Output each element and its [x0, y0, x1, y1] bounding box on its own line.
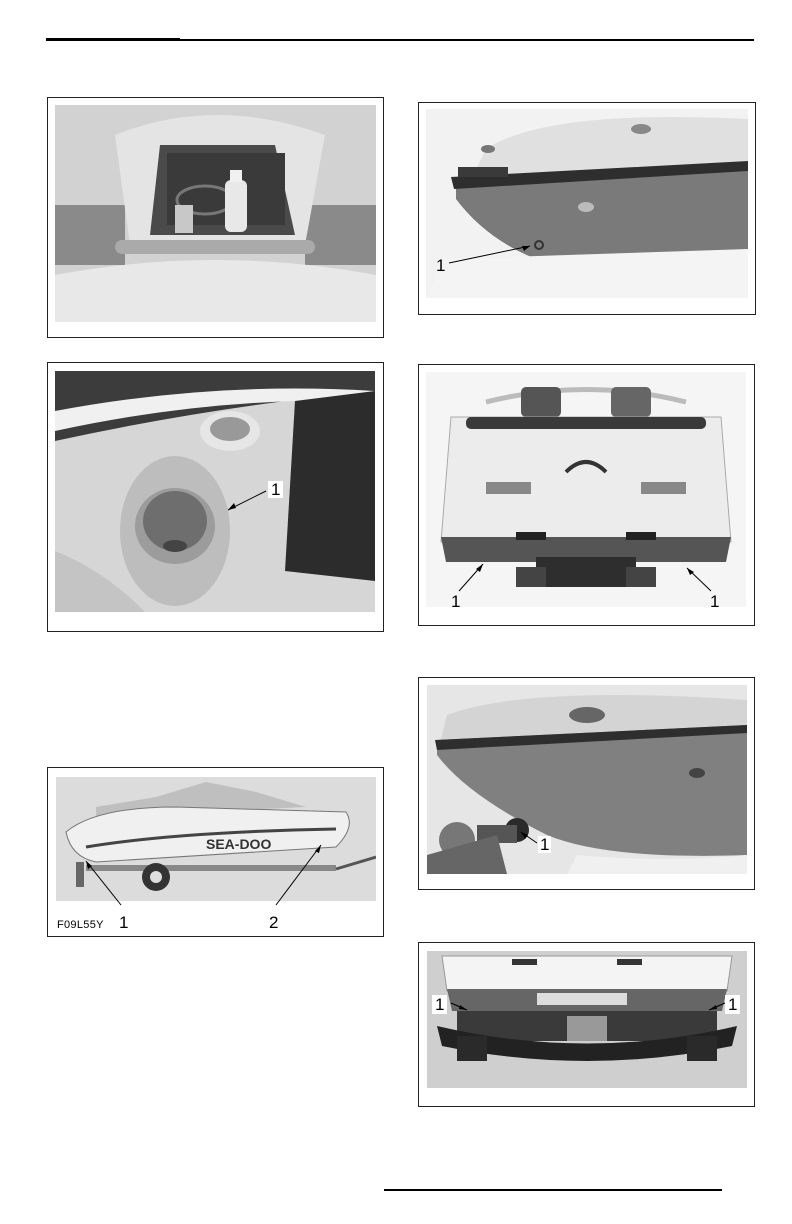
footer-rule — [384, 1189, 722, 1191]
stern-tie-downs-figure — [418, 942, 755, 1107]
bow-winch-figure — [418, 677, 755, 890]
callout-number: 1 — [119, 913, 129, 932]
cup-holder-figure — [47, 362, 384, 632]
stern-eyes-figure — [418, 364, 755, 626]
callout-number: 1 — [268, 481, 283, 498]
figure-code: F09L55Y — [57, 919, 104, 931]
header-rule-thin — [180, 39, 754, 41]
bow-eye-figure — [418, 102, 756, 315]
svg-text:SEA-DOO: SEA-DOO — [206, 836, 272, 852]
stern-tie-downs-photo — [427, 951, 747, 1088]
header-rule-thick — [46, 38, 180, 41]
callout-number: 1 — [710, 592, 720, 611]
stern-eyes-photo — [426, 372, 746, 607]
trailer-figure — [47, 767, 384, 937]
callout-number: 1 — [451, 592, 461, 611]
glove-box-figure — [47, 97, 384, 338]
cup-holder-photo — [55, 371, 375, 612]
bow-winch-photo — [427, 685, 747, 874]
callout-number: 1 — [725, 995, 740, 1014]
callout-number: 1 — [432, 995, 447, 1014]
callout-number: 1 — [540, 835, 550, 854]
callout-number: 1 — [436, 256, 446, 275]
bow-eye-photo — [426, 109, 748, 298]
callout-number: 2 — [269, 913, 279, 932]
glove-box-photo — [55, 105, 376, 322]
trailer-photo — [56, 777, 376, 901]
